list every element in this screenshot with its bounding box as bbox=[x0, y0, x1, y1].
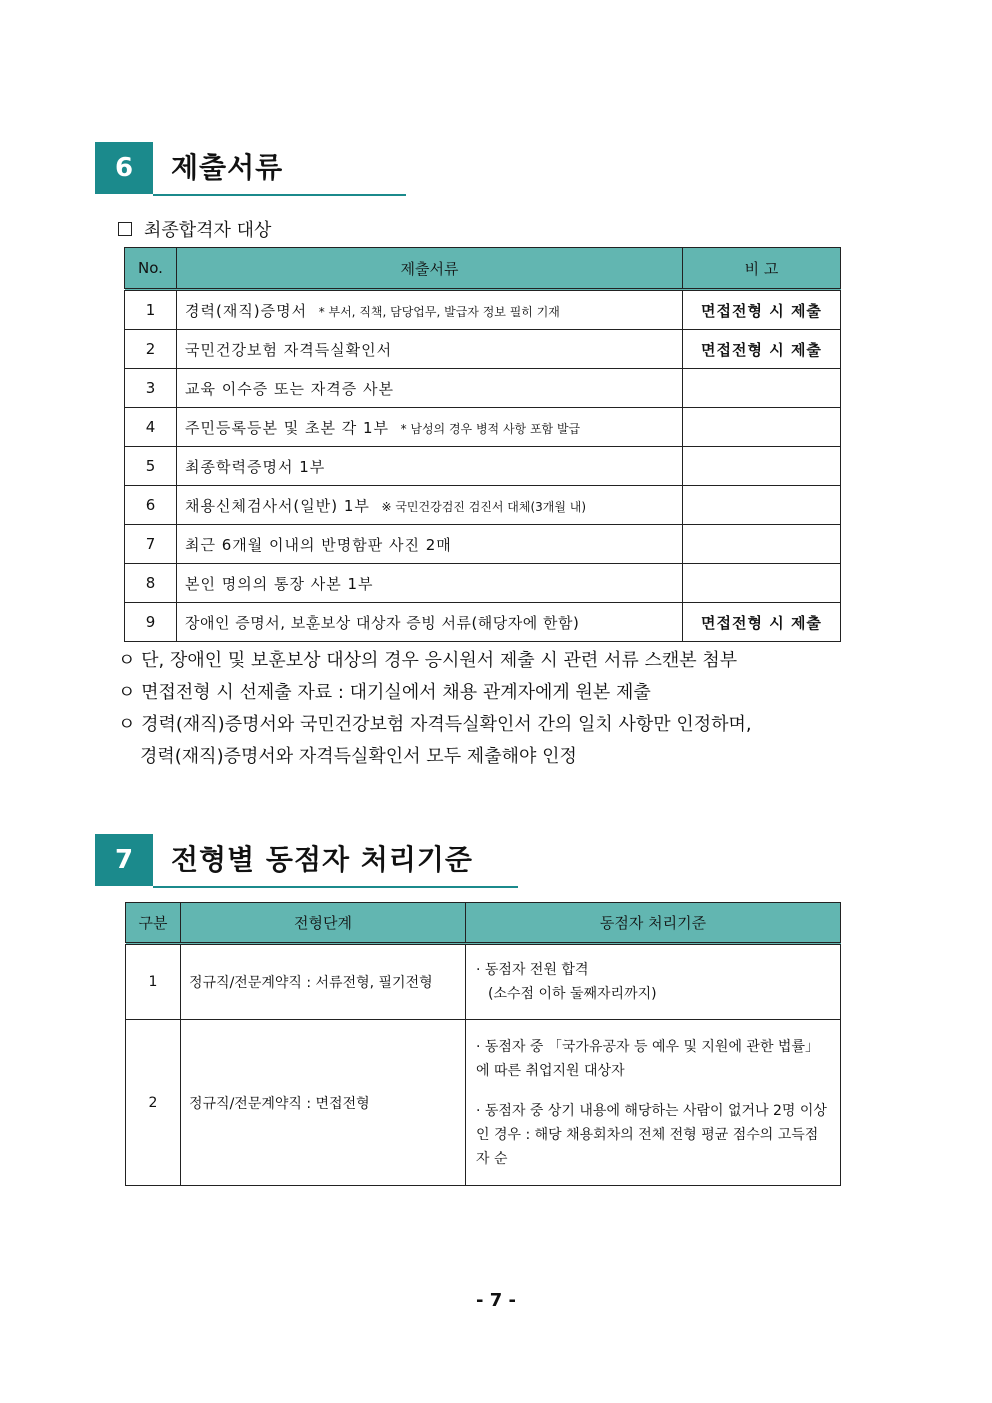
notes-list bbox=[118, 645, 752, 773]
row-document bbox=[177, 525, 683, 564]
row-no: 5 bbox=[125, 447, 177, 486]
page-number: - 7 - bbox=[476, 1290, 516, 1311]
table-row bbox=[125, 290, 841, 330]
row-document bbox=[177, 369, 683, 408]
row-no: 6 bbox=[125, 486, 177, 525]
row-document bbox=[177, 447, 683, 486]
table-row bbox=[125, 330, 841, 369]
section-underline bbox=[153, 886, 518, 888]
row-remark bbox=[683, 447, 841, 486]
table-header-row bbox=[125, 248, 841, 290]
row-document bbox=[177, 330, 683, 369]
criteria-line: · 동점자 중 「국가유공자 등 예우 및 지원에 관한 법률」에 따른 취업지원 대상자 bbox=[476, 1038, 819, 1079]
row-remark bbox=[683, 486, 841, 525]
header-document: 제출서류 bbox=[177, 248, 683, 290]
tie-breaker-table bbox=[125, 902, 841, 1186]
document-name: 주민등록등본 및 초본 각 1부 bbox=[185, 418, 390, 437]
header-remark: 비 고 bbox=[683, 248, 841, 290]
subheading bbox=[118, 216, 271, 242]
row-no: 7 bbox=[125, 525, 177, 564]
header-stage: 전형단계 bbox=[181, 903, 466, 944]
document-name: 최종학력증명서 1부 bbox=[185, 457, 326, 476]
row-stage: 정규직/전문계약직 : 면접전형 bbox=[181, 1020, 466, 1186]
table-row bbox=[125, 369, 841, 408]
table-row bbox=[125, 408, 841, 447]
row-document bbox=[177, 290, 683, 330]
row-no: 8 bbox=[125, 564, 177, 603]
note-item-continuation: 경력(재직)증명서와 자격득실확인서 모두 제출해야 인정 bbox=[140, 746, 577, 767]
criteria-line: · 동점자 중 상기 내용에 해당하는 사람이 없거나 2명 이상인 경우 : 해당 채용회차의 전체 전형 평균 점수의 고득점자 순 bbox=[476, 1102, 827, 1167]
row-document bbox=[177, 408, 683, 447]
row-no: 2 bbox=[125, 330, 177, 369]
row-remark: 면접전형 시 제출 bbox=[683, 603, 841, 642]
row-no: 9 bbox=[125, 603, 177, 642]
criteria-line: (소수점 이하 둘째자리까지) bbox=[488, 986, 657, 1002]
header-category: 구분 bbox=[126, 903, 181, 944]
section-title: 전형별 동점자 처리기준 bbox=[171, 843, 473, 876]
row-remark bbox=[683, 408, 841, 447]
row-remark: 면접전형 시 제출 bbox=[683, 330, 841, 369]
section-number: 7 bbox=[95, 834, 153, 886]
note-item: ㅇ 면접전형 시 선제출 자료 : 대기실에서 채용 관계자에게 원본 제출 bbox=[118, 682, 651, 703]
row-no: 1 bbox=[125, 290, 177, 330]
table-row bbox=[126, 1020, 841, 1186]
document-name: 경력(재직)증명서 bbox=[185, 301, 308, 320]
row-no: 1 bbox=[126, 944, 181, 1020]
header-no: No. bbox=[125, 248, 177, 290]
document-note: ※ 국민건강검진 검진서 대체(3개월 내) bbox=[381, 499, 587, 514]
row-criteria bbox=[466, 1020, 841, 1186]
document-note: * 부서, 직책, 담당업무, 발급자 정보 필히 기재 bbox=[318, 304, 560, 319]
document-name: 국민건강보험 자격득실확인서 bbox=[185, 340, 393, 359]
document-note: * 남성의 경우 병적 사항 포함 발급 bbox=[400, 421, 581, 436]
row-document bbox=[177, 564, 683, 603]
table-header-row bbox=[126, 903, 841, 944]
criteria-line: · 동점자 전원 합격 bbox=[476, 962, 589, 978]
row-remark: 면접전형 시 제출 bbox=[683, 290, 841, 330]
row-no: 4 bbox=[125, 408, 177, 447]
document-name: 장애인 증명서, 보훈보상 대상자 증빙 서류(해당자에 한함) bbox=[185, 613, 580, 632]
section-number: 6 bbox=[95, 142, 153, 194]
table-row bbox=[125, 603, 841, 642]
note-item: ㅇ 단, 장애인 및 보훈보상 대상의 경우 응시원서 제출 시 관련 서류 스캔본 첨부 bbox=[118, 650, 738, 671]
table-row bbox=[126, 944, 841, 1020]
row-remark bbox=[683, 564, 841, 603]
document-name: 최근 6개월 이내의 반명함판 사진 2매 bbox=[185, 535, 452, 554]
row-document bbox=[177, 603, 683, 642]
header-criteria: 동점자 처리기준 bbox=[466, 903, 841, 944]
table-row bbox=[125, 447, 841, 486]
table-row bbox=[125, 486, 841, 525]
table-row bbox=[125, 525, 841, 564]
row-remark bbox=[683, 525, 841, 564]
document-name: 본인 명의의 통장 사본 1부 bbox=[185, 574, 374, 593]
row-criteria bbox=[466, 944, 841, 1020]
documents-table bbox=[124, 247, 841, 642]
section-title: 제출서류 bbox=[171, 151, 284, 184]
table-row bbox=[125, 564, 841, 603]
row-no: 3 bbox=[125, 369, 177, 408]
document-name: 교육 이수증 또는 자격증 사본 bbox=[185, 379, 394, 398]
section-underline bbox=[153, 194, 406, 196]
note-item: ㅇ 경력(재직)증명서와 국민건강보험 자격득실확인서 간의 일치 사항만 인정하며, bbox=[118, 714, 752, 735]
subheading-text: 최종합격자 대상 bbox=[144, 220, 272, 241]
row-no: 2 bbox=[126, 1020, 181, 1186]
square-bullet-icon bbox=[118, 222, 132, 236]
row-stage: 정규직/전문계약직 : 서류전형, 필기전형 bbox=[181, 944, 466, 1020]
document-name: 채용신체검사서(일반) 1부 bbox=[185, 496, 370, 515]
row-remark bbox=[683, 369, 841, 408]
row-document bbox=[177, 486, 683, 525]
